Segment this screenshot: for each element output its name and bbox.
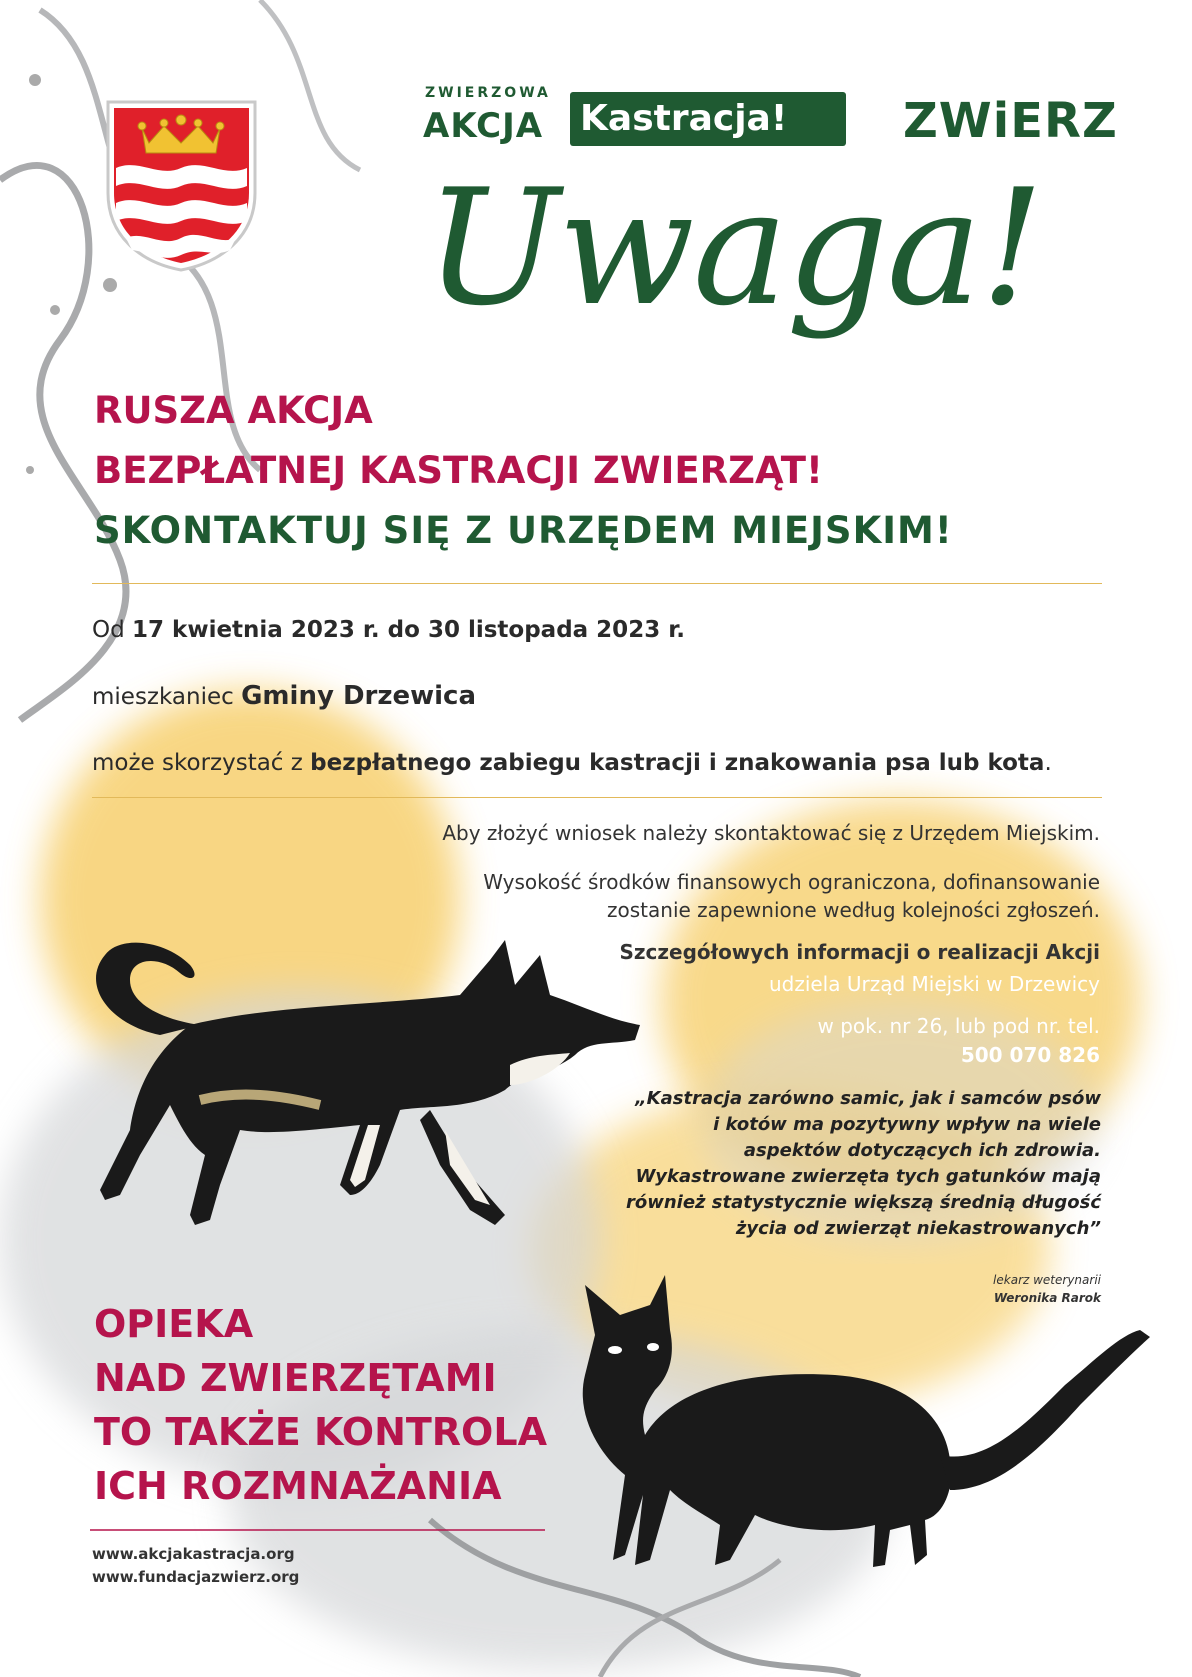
info-funds-1: Wysokość środków finansowych ograniczona, dofinansowanie — [483, 870, 1100, 894]
benefit-text — [92, 750, 1052, 776]
dog-illustration-icon — [50, 925, 650, 1265]
website-link-akcja[interactable]: www.akcjakastracja.org — [92, 1545, 295, 1563]
quote-line-5: również statystycznie większą średnią długość — [625, 1192, 1101, 1213]
quote-line-6: życia od zwierząt niekastrowanych” — [735, 1218, 1101, 1239]
page-title: Uwaga! — [425, 154, 1043, 341]
quote-line-1: „Kastracja zarówno samic, jak i samców psów — [635, 1088, 1101, 1109]
resident-text — [92, 681, 476, 711]
coat-of-arms-icon — [104, 98, 259, 273]
slogan-line-2: NAD ZWIERZĘTAMI — [94, 1356, 497, 1400]
headline-line-3: SKONTAKTUJ SIĘ Z URZĘDEM MIEJSKIM! — [94, 509, 953, 552]
info-contact-line-3: w pok. nr 26, lub pod nr. tel. — [817, 1014, 1100, 1038]
info-apply: Aby złożyć wniosek należy skontaktować się z Urzędem Miejskim. — [442, 821, 1100, 845]
logo-kastracja-text: Kastracja! — [580, 98, 788, 139]
quote-author-role: lekarz weterynarii — [993, 1273, 1101, 1287]
period-prefix: Od — [92, 617, 125, 643]
headline-line-1: RUSZA AKCJA — [94, 389, 373, 432]
resident-prefix: mieszkaniec — [92, 684, 234, 710]
website-link-fundacja[interactable]: www.fundacjazwierz.org — [92, 1568, 300, 1586]
resident-gmina: Gminy Drzewica — [241, 681, 477, 711]
quote-line-2: i kotów ma pozytywny wpływ na wiele — [713, 1114, 1101, 1135]
logo-zwierz: ZWiERZ — [903, 93, 1118, 149]
slogan-line-1: OPIEKA — [94, 1302, 254, 1346]
benefit-suffix: . — [1044, 750, 1052, 776]
benefit-bold: bezpłatnego zabiegu kastracji i znakowania psa lub kota — [310, 750, 1045, 776]
info-phone: 500 070 826 — [960, 1043, 1100, 1067]
info-funds-2: zostanie zapewnione według kolejności zgłoszeń. — [607, 898, 1100, 922]
headline-line-2: BEZPŁATNEJ KASTRACJI ZWIERZĄT! — [94, 449, 823, 492]
logo-kastracja-box — [570, 92, 846, 146]
info-contact-title: Szczegółowych informacji o realizacji Akcji — [619, 940, 1100, 964]
period-dates: 17 kwietnia 2023 r. do 30 listopada 2023 r. — [132, 617, 686, 643]
quote-line-4: Wykastrowane zwierzęta tych gatunków mają — [635, 1166, 1101, 1187]
quote-line-3: aspektów dotyczących ich zdrowia. — [743, 1140, 1101, 1161]
cat-illustration-icon — [555, 1275, 1165, 1575]
period-text — [92, 617, 685, 643]
benefit-prefix: może skorzystać z — [92, 750, 303, 776]
info-contact-line-2: udziela Urząd Miejski w Drzewicy — [768, 972, 1100, 996]
divider-top — [92, 583, 1102, 584]
logo-zwierzowa-text: ZWIERZOWA — [425, 85, 551, 101]
logo-akcja-text: AKCJA — [423, 106, 544, 146]
slogan-line-4: ICH ROZMNAŻANIA — [94, 1464, 502, 1508]
quote-author-name: Weronika Rarok — [993, 1291, 1101, 1305]
divider-bottom — [92, 797, 1102, 798]
slogan-line-3: TO TAKŻE KONTROLA — [94, 1410, 547, 1454]
